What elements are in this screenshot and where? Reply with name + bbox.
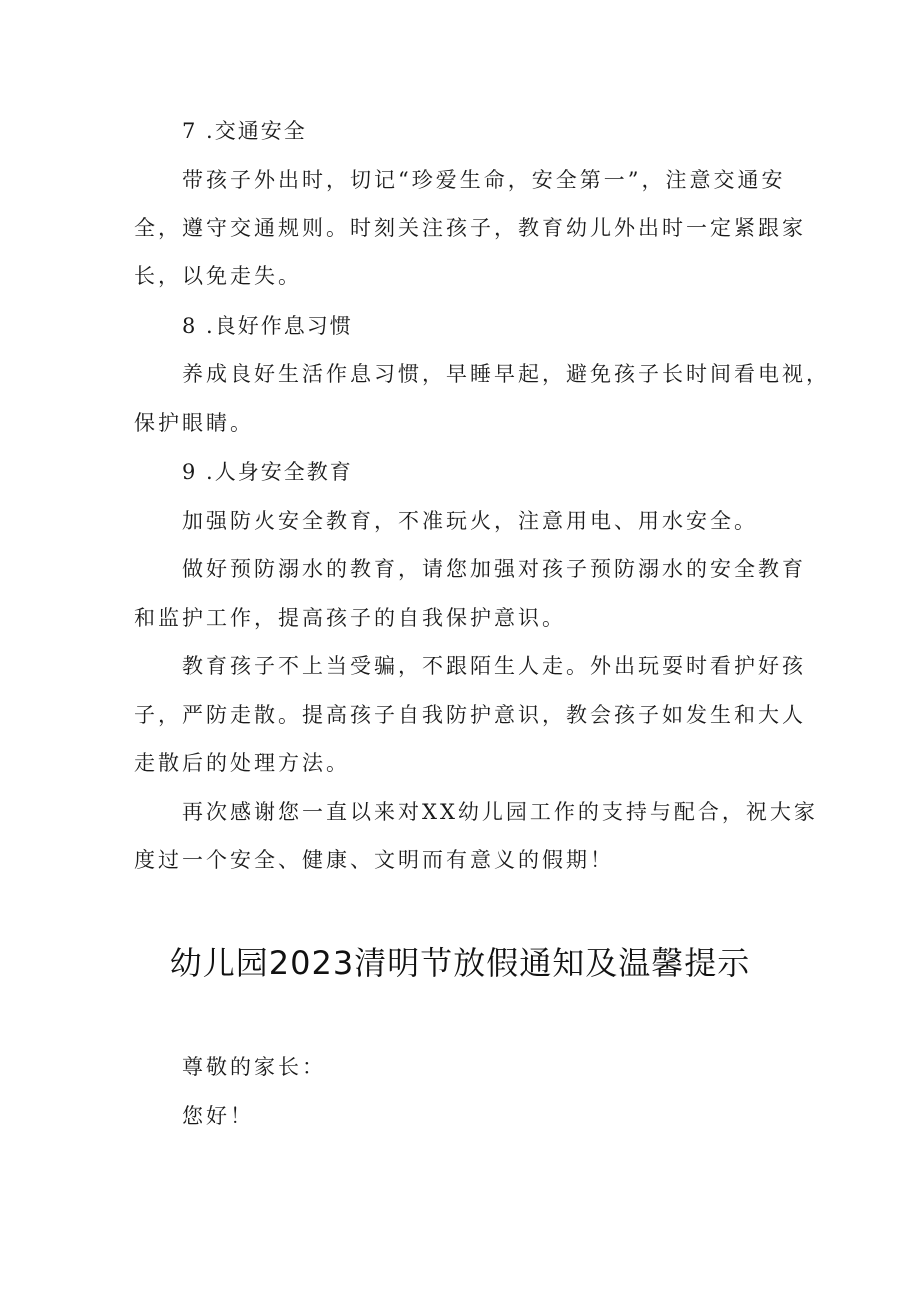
paragraph-line: 加强防火安全教育，不准玩火，注意用电、用水安全。 — [182, 509, 758, 533]
notice-salutation: 尊敬的家长： — [182, 1055, 326, 1079]
paragraph-line: 做好预防溺水的教育，请您加强对孩子预防溺水的安全教育 — [182, 557, 806, 581]
closing-line: 再次感谢您一直以来对XX幼儿园工作的支持与配合，祝大家 — [182, 800, 818, 824]
paragraph-line: 带孩子外出时，切记“珍爱生命，安全第一”，注意交通安 — [182, 168, 786, 192]
section-heading-traffic-safety: 7 .交通安全 — [182, 119, 307, 143]
paragraph-line: 教育孩子不上当受骗，不跟陌生人走。外出玩耍时看护好孩 — [182, 654, 806, 678]
section-heading-personal-safety: 9 .人身安全教育 — [182, 460, 353, 484]
paragraph-line: 和监护工作，提高孩子的自我保护意识。 — [134, 606, 566, 630]
section-heading-sleep-habits: 8 .良好作息习惯 — [182, 314, 353, 338]
paragraph-line: 保护眼睛。 — [134, 411, 254, 435]
paragraph-line: 走散后的处理方法。 — [134, 751, 350, 775]
paragraph-line: 全，遵守交通规则。时刻关注孩子，教育幼儿外出时一定紧跟家 — [134, 216, 806, 240]
paragraph-line: 长，以免走失。 — [134, 264, 302, 288]
notice-title: 幼儿园2023清明节放假通知及温馨提示 — [169, 944, 751, 982]
closing-line: 度过一个安全、健康、文明而有意义的假期！ — [134, 848, 614, 872]
paragraph-line: 养成良好生活作息习惯，早睡早起，避免孩子长时间看电视， — [182, 362, 830, 386]
paragraph-line: 子，严防走散。提高孩子自我防护意识，教会孩子如发生和大人 — [134, 703, 806, 727]
notice-greeting: 您好！ — [182, 1104, 254, 1128]
